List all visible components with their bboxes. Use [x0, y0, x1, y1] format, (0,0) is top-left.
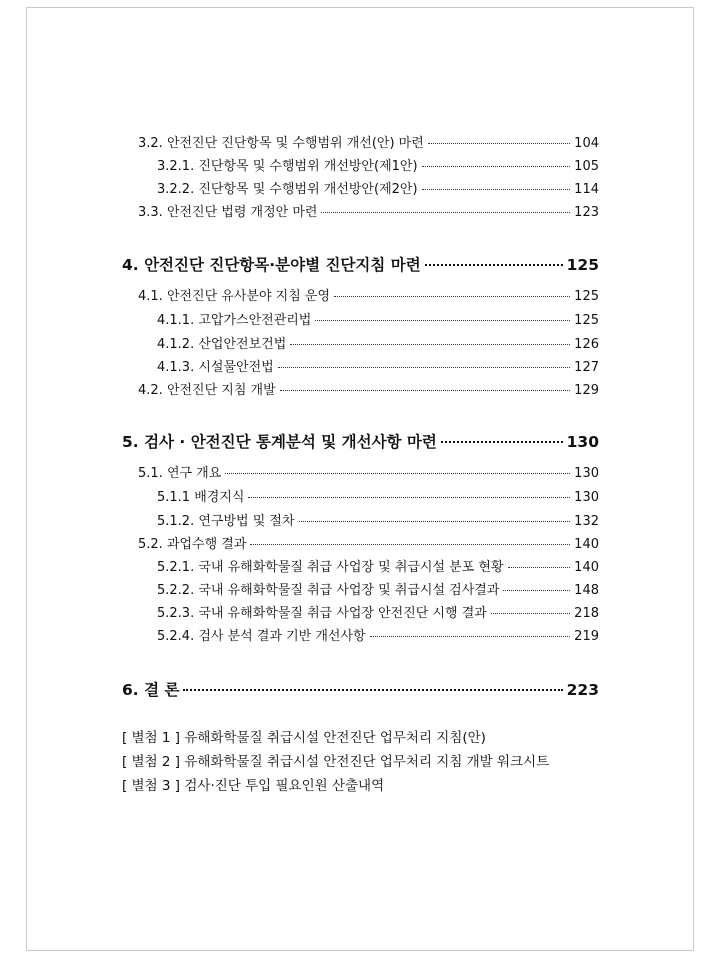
toc-entry-page: 127 — [574, 360, 599, 375]
appendix-2[interactable]: [ 별첨 2 ] 유해화학물질 취급시설 안전진단 업무처리 지침 개발 워크시트 — [122, 754, 550, 770]
toc-entry-5-2-3[interactable] — [157, 602, 599, 621]
dot-leader — [422, 189, 571, 190]
toc-entry-page: 123 — [574, 205, 599, 220]
toc-entry-page: 130 — [574, 466, 599, 481]
dot-leader — [278, 367, 570, 368]
toc-entry-5-1[interactable] — [138, 462, 599, 481]
dot-leader — [334, 296, 570, 297]
toc-entry-page: 125 — [574, 313, 599, 328]
toc-entry-title: 5.2.4. 검사 분석 결과 기반 개선사항 — [157, 629, 366, 644]
toc-entry-4-1-3[interactable] — [157, 356, 599, 375]
toc-entry-5-1-2[interactable] — [157, 510, 599, 529]
toc-entry-page: 132 — [574, 514, 599, 529]
dot-leader — [321, 212, 570, 213]
toc-chapter-5[interactable] — [122, 430, 599, 452]
dot-leader — [280, 390, 571, 391]
toc-entry-title: 4.1. 안전진단 유사분야 지침 운영 — [138, 289, 331, 304]
toc-entry-title: 4.2. 안전진단 지침 개발 — [138, 383, 276, 398]
dot-leader — [422, 166, 571, 167]
toc-entry-title: 5.2. 과업수행 결과 — [138, 537, 247, 552]
toc-entry-5-2-2[interactable] — [157, 579, 599, 598]
dot-leader — [425, 264, 563, 266]
toc-entry-title: 4.1.1. 고압가스안전관리법 — [157, 313, 312, 328]
toc-entry-3-2[interactable] — [138, 132, 599, 151]
toc-entry-5-2-1[interactable] — [157, 556, 599, 575]
toc-entry-title: 3.2.2. 진단항목 및 수행범위 개선방안(제2안) — [157, 182, 418, 197]
toc-entry-5-1-1[interactable] — [157, 486, 599, 505]
toc-entry-5-2-4[interactable] — [157, 625, 599, 644]
toc-entry-title: 3.2.1. 진단항목 및 수행범위 개선방안(제1안) — [157, 159, 418, 174]
dot-leader — [428, 143, 570, 144]
dot-leader — [370, 636, 571, 637]
toc-entry-4-1-1[interactable] — [157, 309, 599, 328]
dot-leader — [225, 473, 570, 474]
dot-leader — [250, 544, 570, 545]
toc-entry-4-1-2[interactable] — [157, 333, 599, 352]
dot-leader — [248, 497, 570, 498]
appendix-3[interactable]: [ 별첨 3 ] 검사·진단 투입 필요인원 산출내역 — [122, 778, 385, 794]
dot-leader — [441, 441, 563, 443]
toc-entry-3-2-1[interactable] — [157, 155, 599, 174]
toc-entry-page: 140 — [574, 560, 599, 575]
toc-entry-page: 125 — [574, 289, 599, 304]
toc-chapter-4[interactable] — [122, 253, 599, 275]
toc-chapter-page: 130 — [566, 433, 599, 451]
dot-leader — [491, 613, 570, 614]
toc-entry-title: 4.1.3. 시설물안전법 — [157, 360, 274, 375]
toc-entry-page: 126 — [574, 337, 599, 352]
toc-entry-page: 114 — [574, 182, 599, 197]
toc-entry-4-1[interactable] — [138, 285, 599, 304]
toc-entry-page: 129 — [574, 383, 599, 398]
toc-entry-title: 5.1. 연구 개요 — [138, 466, 222, 481]
toc-entry-title: 5.1.2. 연구방법 및 절차 — [157, 514, 295, 529]
toc-chapter-title: 6. 결 론 — [122, 681, 180, 699]
toc-chapter-6[interactable] — [122, 678, 599, 700]
toc-entry-3-3[interactable] — [138, 201, 599, 220]
toc-entry-title: 3.2. 안전진단 진단항목 및 수행범위 개선(안) 마련 — [138, 136, 424, 151]
toc-entry-title: 4.1.2. 산업안전보건법 — [157, 337, 287, 352]
dot-leader — [503, 590, 570, 591]
toc-entry-page: 148 — [574, 583, 599, 598]
toc-chapter-title: 4. 안전진단 진단항목·분야별 진단지침 마련 — [122, 256, 421, 274]
toc-entry-title: 5.2.3. 국내 유해화학물질 취급 사업장 안전진단 시행 결과 — [157, 606, 487, 621]
toc-entry-page: 130 — [574, 490, 599, 505]
toc-entry-page: 218 — [574, 606, 599, 621]
dot-leader — [508, 567, 571, 568]
toc-entry-page: 140 — [574, 537, 599, 552]
appendix-1[interactable]: [ 별첨 1 ] 유해화학물질 취급시설 안전진단 업무처리 지침(안) — [122, 730, 486, 746]
toc-entry-page: 104 — [574, 136, 599, 151]
toc-entry-4-2[interactable] — [138, 379, 599, 398]
toc-entry-page: 105 — [574, 159, 599, 174]
dot-leader — [183, 689, 562, 691]
toc-entry-title: 5.1.1 배경지식 — [157, 490, 245, 505]
toc-entry-title: 3.3. 안전진단 법령 개정안 마련 — [138, 205, 318, 220]
dot-leader — [299, 521, 571, 522]
toc-entry-title: 5.2.2. 국내 유해화학물질 취급 사업장 및 취급시설 검사결과 — [157, 583, 500, 598]
toc-entry-3-2-2[interactable] — [157, 178, 599, 197]
toc-chapter-page: 125 — [566, 256, 599, 274]
dot-leader — [315, 320, 570, 321]
toc-entry-title: 5.2.1. 국내 유해화학물질 취급 사업장 및 취급시설 분포 현황 — [157, 560, 504, 575]
toc-entry-5-2[interactable] — [138, 533, 599, 552]
toc-entry-page: 219 — [574, 629, 599, 644]
toc-chapter-title: 5. 검사 · 안전진단 통계분석 및 개선사항 마련 — [122, 433, 437, 451]
dot-leader — [290, 344, 570, 345]
toc-chapter-page: 223 — [566, 681, 599, 699]
